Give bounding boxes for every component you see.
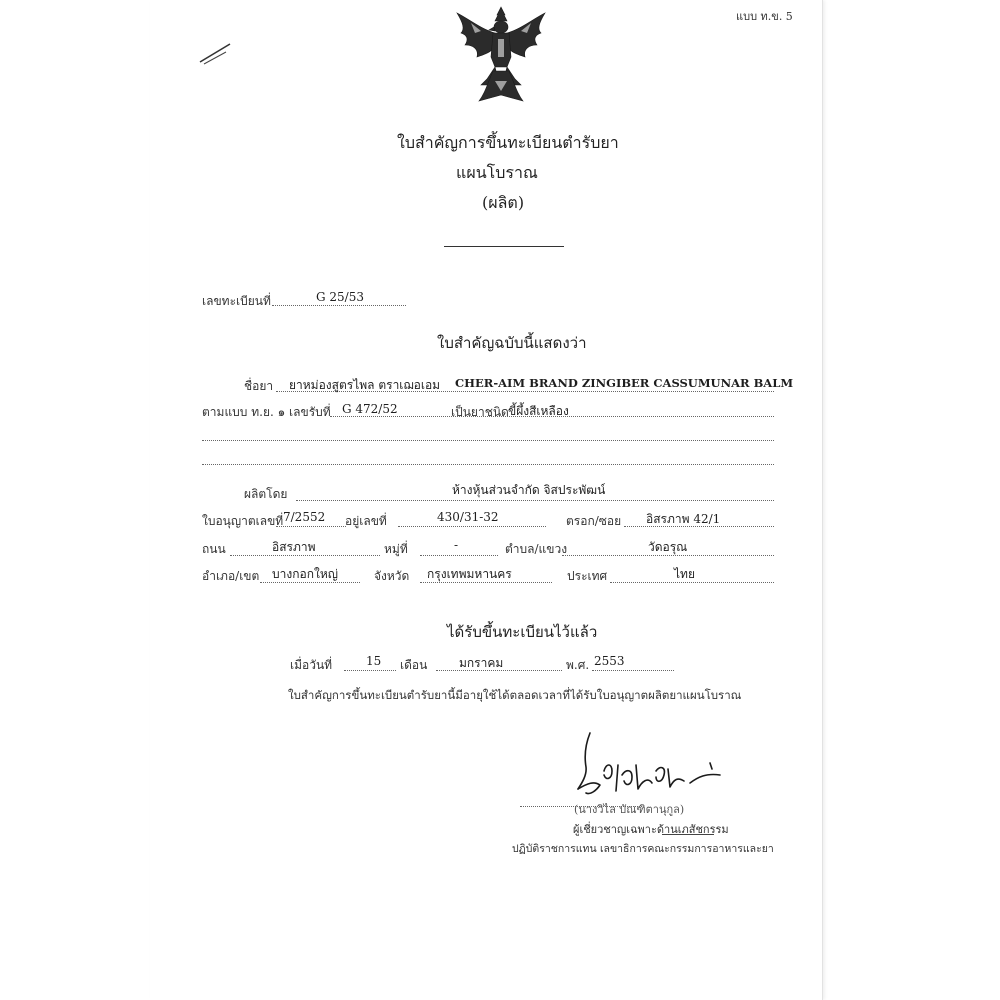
registered-heading: ได้รับขึ้นทะเบียนไว้แล้ว [447,623,598,641]
drug-type-value: ขี้ผึ้งสีเหลือง [508,404,569,418]
blank-line-2 [202,464,774,465]
pen-mark-icon [196,40,236,66]
form-ref-label: ตามแบบ ท.ย. ๑ เลขรับที่ [202,405,331,419]
drug-name-value-en: CHER-AIM BRAND ZINGIBER CASSUMUNAR BALM [455,376,794,390]
signatory-position: ผู้เชี่ยวชาญเฉพาะด้านเภสัชกรรม [573,823,729,836]
alley-value: อิสรภาพ 42/1 [646,512,721,526]
license-label: ใบอนุญาตเลขที่ [202,514,284,528]
title-line-2: แผนโบราณ [456,163,538,182]
alley-label: ตรอก/ซอย [566,514,622,528]
title-underline [444,246,564,247]
date-year-dots [592,670,674,671]
signatory-acting: ปฏิบัติราชการแทน เลขาธิการคณะกรรมการอาหารและยา [512,843,774,855]
date-day-dots [344,670,396,671]
country-label: ประเทศ [567,569,608,583]
license-dots [276,526,346,527]
validity-text: ใบสำคัญการขึ้นทะเบียนตำรับยานี้มีอายุใช้ได้ตลอดเวลาที่ได้รับใบอนุญาตผลิตยาแผนโบราณ [288,688,742,702]
drug-type-label: เป็นยาชนิด [451,405,509,419]
date-year-value: 2553 [594,654,625,668]
address-no-label: อยู่เลขที่ [345,514,387,528]
garuda-emblem-icon [451,5,551,103]
district-label: อำเภอ/เขต [202,569,260,583]
date-day-value: 15 [366,654,382,668]
province-label: จังหวัด [374,569,410,583]
registration-value: G 25/53 [316,290,364,304]
title-line-1: ใบสำคัญการขึ้นทะเบียนตำรับยา [397,133,619,152]
registration-label: เลขทะเบียนที่ [202,294,271,308]
registration-dots [272,305,406,306]
road-label: ถนน [202,542,226,556]
producer-dots [296,500,774,501]
subdistrict-value: วัดอรุณ [648,540,688,554]
date-year-label: พ.ศ. [566,658,590,672]
district-value: บางกอกใหญ่ [272,567,338,581]
country-value: ไทย [674,567,695,581]
moo-label: หมู่ที่ [384,542,408,556]
title-line-3: (ผลิต) [482,193,525,212]
province-value: กรุงเทพมหานคร [427,567,512,581]
date-month-label: เดือน [400,658,428,672]
address-no-dots [398,526,546,527]
road-value: อิสรภาพ [272,540,316,554]
form-ref-value: G 472/52 [342,402,398,416]
producer-value: ห้างหุ้นส่วนจำกัด จิสประพัฒน์ [452,483,606,497]
signatory-name: (นางวิไล บัณฑิตานุกูล) [574,803,685,816]
address-no-value: 430/31-32 [437,510,499,524]
moo-dots [420,555,498,556]
producer-label: ผลิตโดย [244,487,288,501]
date-month-value: มกราคม [459,656,504,670]
blank-line-1 [202,440,774,441]
drug-name-value: ยาหม่องสูตรไพล ตราเฌอเอม [289,378,441,392]
license-value: 7/2552 [283,510,326,524]
moo-value: - [454,538,459,552]
form-code: แบบ ท.ข. 5 [736,10,793,23]
position-underline [662,834,714,835]
drug-name-label: ชื่อยา [244,379,274,393]
subdistrict-label: ตำบล/แขวง [505,542,568,556]
certifies-heading: ใบสำคัญฉบับนี้แสดงว่า [437,334,587,352]
date-day-label: เมื่อวันที่ [290,658,333,672]
